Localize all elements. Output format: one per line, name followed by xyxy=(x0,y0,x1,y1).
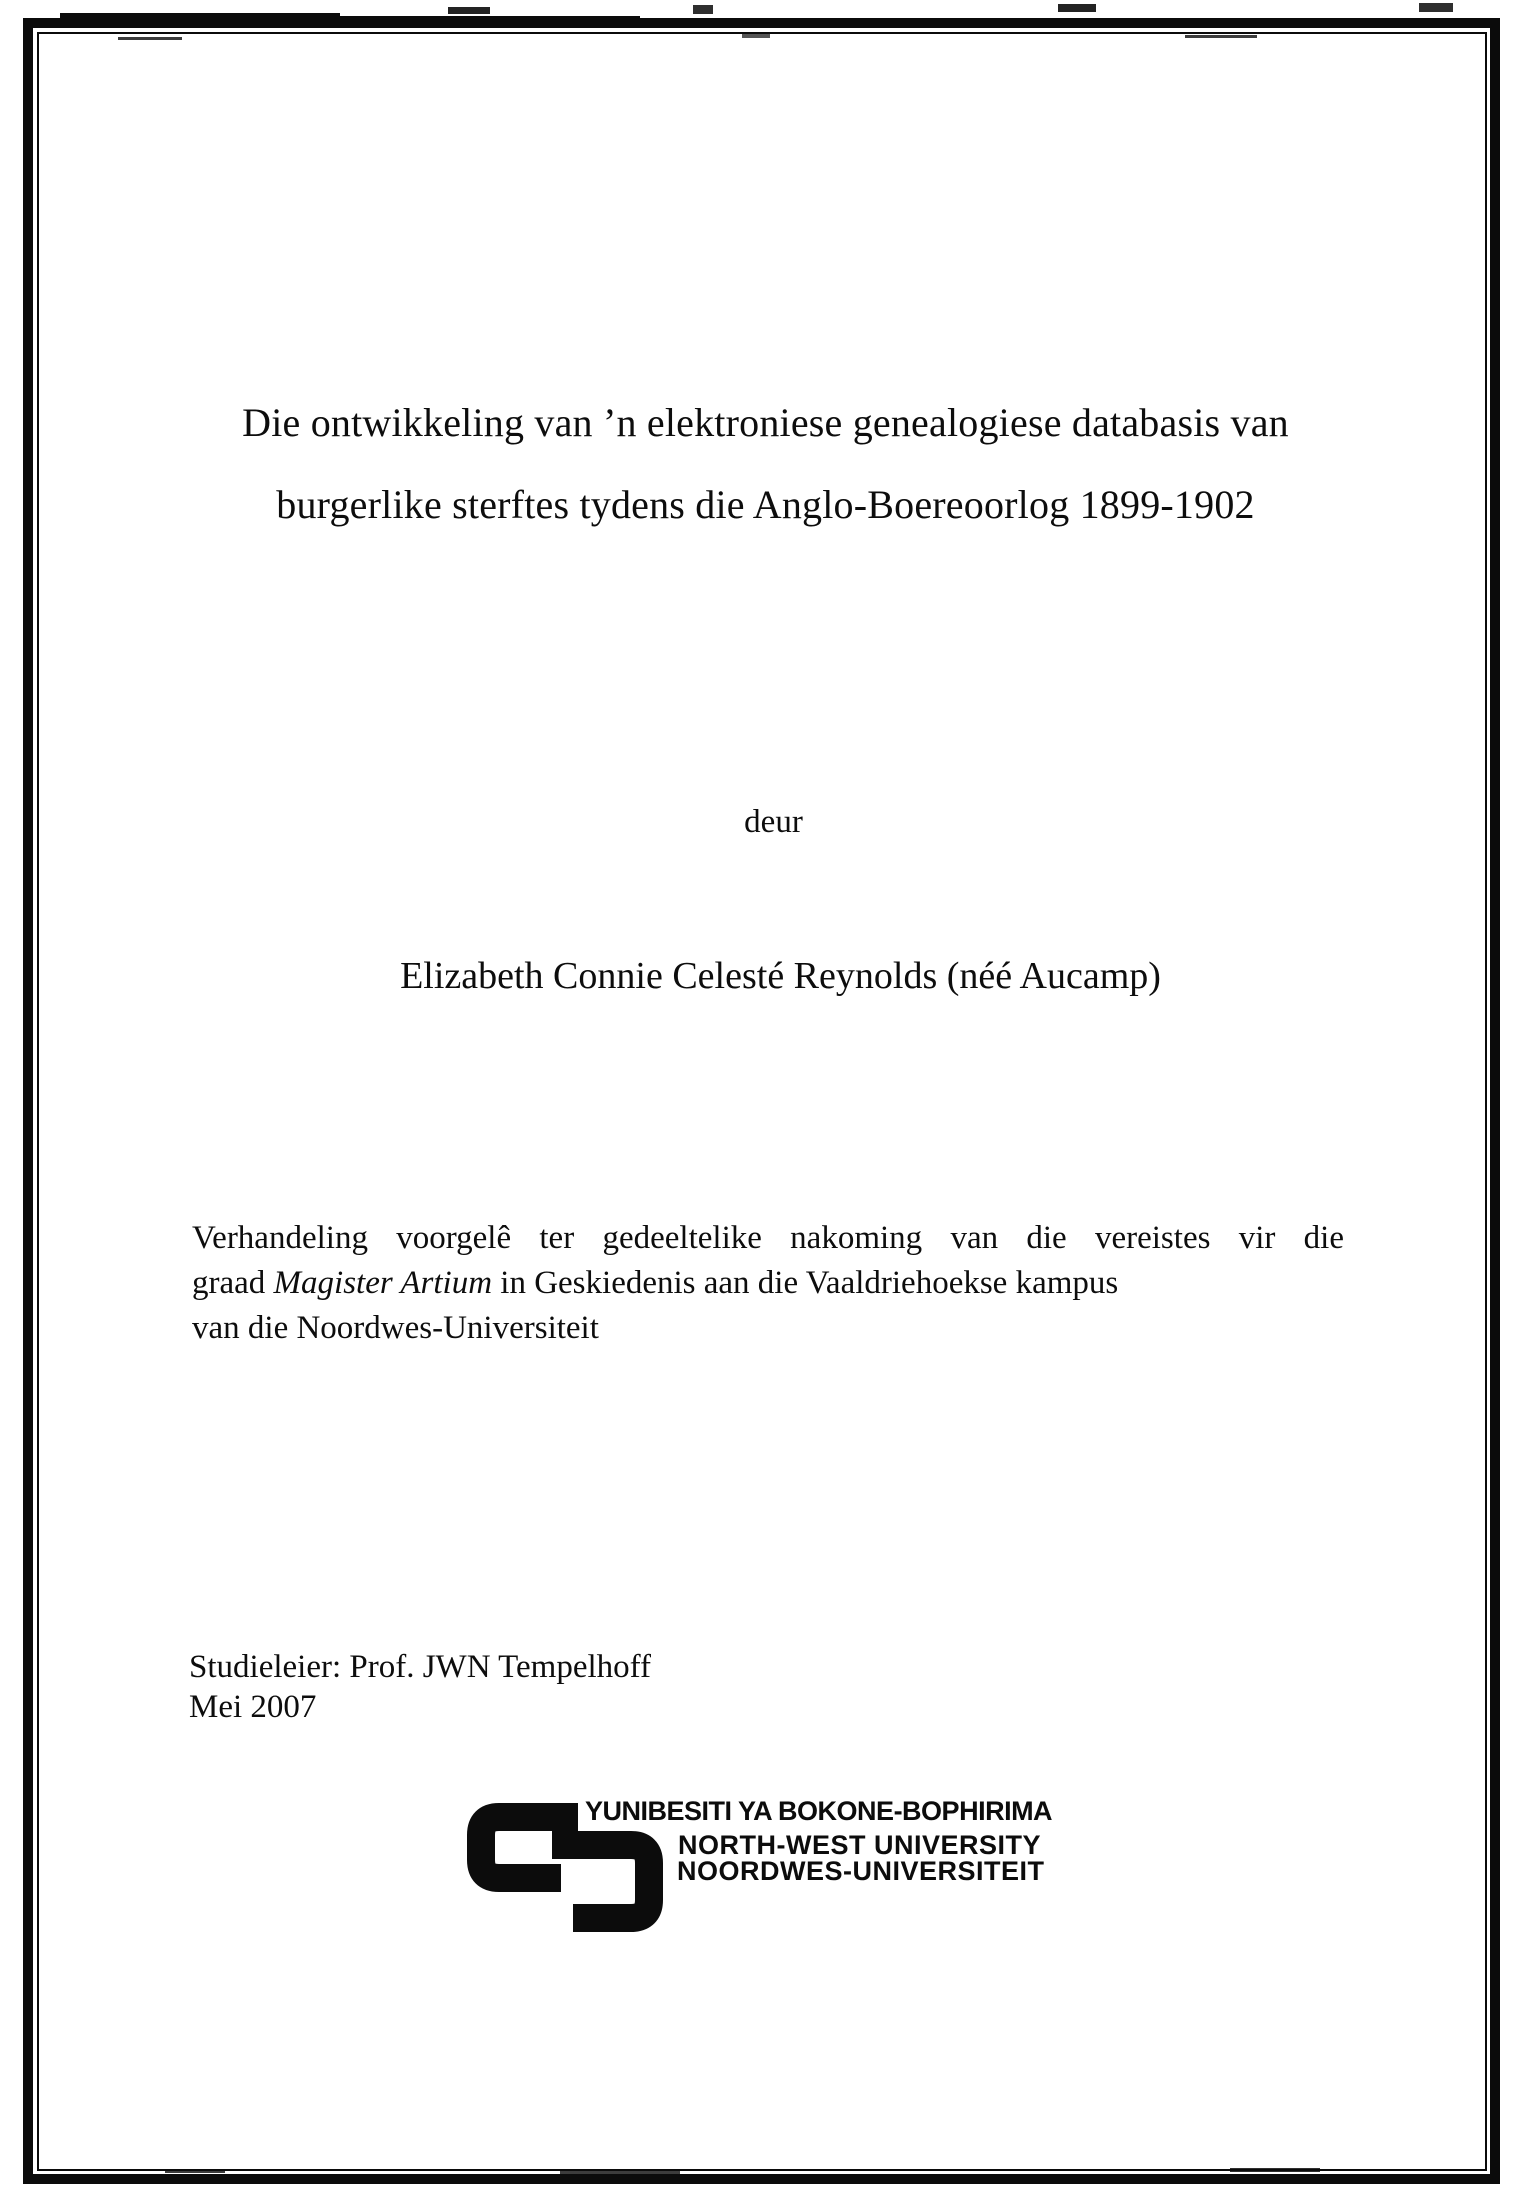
thesis-title xyxy=(40,382,1487,546)
scan-artifact xyxy=(340,16,640,21)
scan-artifact xyxy=(560,2170,680,2174)
scan-artifact xyxy=(693,5,713,14)
degree-statement-line-2 xyxy=(192,1261,1344,1306)
logo-text-line-2: NORTH-WEST UNIVERSITY xyxy=(678,1830,1042,1860)
degree-statement-line-2-prefix: graad xyxy=(192,1265,274,1301)
supervisor-line: Studieleier: Prof. JWN Tempelhoff xyxy=(189,1649,652,1685)
scan-artifact xyxy=(1230,2168,1320,2172)
scan-artifact xyxy=(448,7,490,14)
thesis-title-line-2: burgerlike sterftes tydens die Anglo-Boereoorlog 1899-1902 xyxy=(276,482,1255,527)
scan-artifact xyxy=(1419,3,1453,12)
scan-artifact xyxy=(742,34,770,38)
author-name: Elizabeth Connie Celesté Reynolds (néé Aucamp) xyxy=(400,955,1161,997)
degree-statement-line-2-suffix: in Geskiedenis aan die Vaaldriehoekse kampus xyxy=(492,1265,1119,1301)
date-line: Mei 2007 xyxy=(189,1689,317,1725)
degree-statement-line-1: Verhandeling voorgelê ter gedeeltelike nakoming van die vereistes vir die xyxy=(192,1220,1344,1256)
logo-text-line-3: NOORDWES-UNIVERSITEIT xyxy=(677,1856,1045,1886)
logo-text-line-1: YUNIBESITI YA BOKONE-BOPHIRIMA xyxy=(585,1796,1053,1826)
byline-label: deur xyxy=(744,804,803,840)
scan-artifact xyxy=(60,13,340,20)
scan-artifact xyxy=(165,2169,225,2173)
scan-artifact xyxy=(1058,4,1096,12)
degree-statement-line-3: van die Noordwes-Universiteit xyxy=(192,1310,599,1346)
degree-statement xyxy=(192,1216,1344,1351)
scan-artifact xyxy=(1185,35,1257,38)
thesis-title-line-1: Die ontwikkeling van ’n elektroniese genealogiese databasis van xyxy=(242,400,1289,445)
scan-artifact xyxy=(118,37,182,40)
supervisor-block xyxy=(189,1647,651,1727)
degree-name: Magister Artium xyxy=(273,1265,493,1301)
